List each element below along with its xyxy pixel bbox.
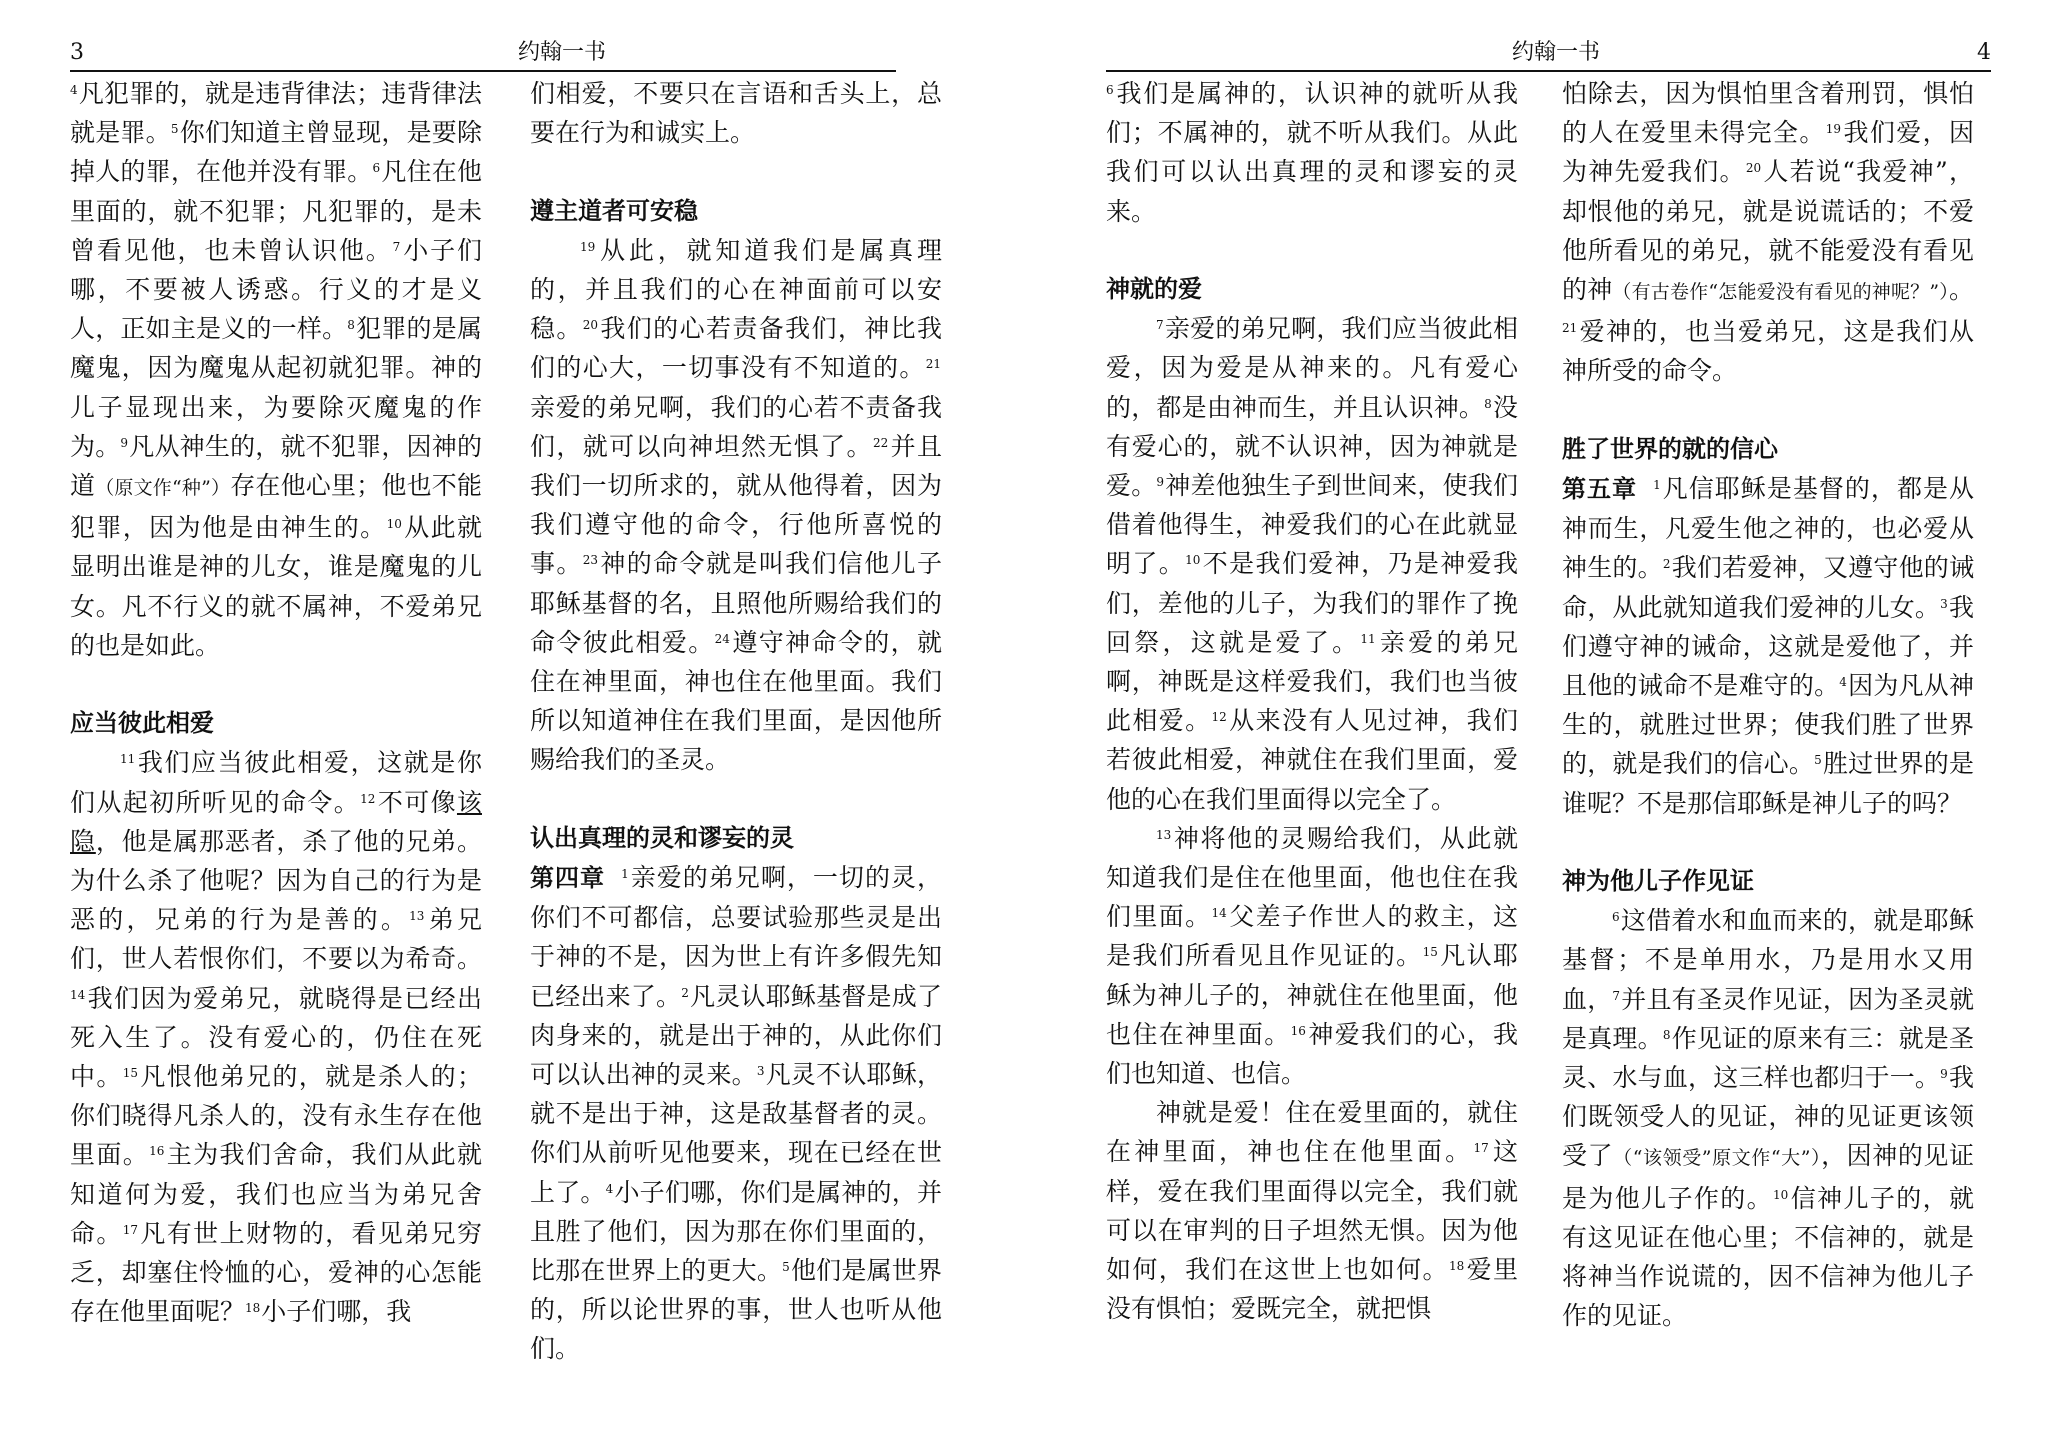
verse-text: 凡信耶稣是基督的，都是从神而生，凡爱生他之神的，也必爱从神生的。 <box>1562 474 1974 583</box>
verse-number: 9 <box>1156 475 1165 490</box>
verse-text: ，因神的见证是为他儿子作的。 <box>1562 1141 1974 1213</box>
verse-text: 这借着水和血而来的，就是耶稣基督；不是单用水，乃是用水又用血， <box>1562 906 1974 1014</box>
section-heading: 认出真理的灵和谬妄的灵 <box>530 823 794 852</box>
verse-text: 神将他的灵赐给我们，从此就知道我们是住在他里面，他也住在我们里面。 <box>1106 823 1518 932</box>
page-number-left: 3 <box>70 40 84 65</box>
verse-text: 凡犯罪的，就是违背律法；违背律法就是罪。 <box>70 79 482 148</box>
paragraph <box>1106 309 1518 819</box>
verse-number: 19 <box>580 239 596 254</box>
verse-number: 20 <box>1745 161 1762 176</box>
verse-text: 亲爱的弟兄啊，一切的灵，你们不可都信，总要试验那些灵是出于神的不是，因为世上有许多假先知已经出来了。 <box>530 863 942 1011</box>
verse-number: 11 <box>120 752 136 767</box>
column-3 <box>1106 74 1518 1328</box>
verse-text: 我们遵守神的诫命，这就是爱他了，并且他的诫命不是难守的。 <box>1562 592 1974 701</box>
paragraph <box>1562 901 1974 1335</box>
verse-text: 凡从神生的，就不犯罪，因神的道 <box>70 431 482 501</box>
verse-number: 14 <box>70 987 86 1002</box>
verse-text: 神差他独生子到世间来，使我们借着他得生，神爱我们的心在此就显明了。 <box>1106 471 1518 579</box>
section-heading: 神就的爱 <box>1106 275 1202 303</box>
footnote-inline: （“该领受”原文作“大”） <box>1613 1147 1822 1170</box>
verse-number: 21 <box>925 357 941 372</box>
verse-text: 从此，就知道我们是属真理的，并且我们的心在神面前可以安稳。 <box>530 235 942 344</box>
verse-number: 9 <box>1940 1067 1948 1082</box>
section-heading: 遵主道者可安稳 <box>530 196 698 225</box>
verse-text: 凡恨他弟兄的，就是杀人的；你们晓得凡杀人的，没有永生存在他里面。 <box>70 1062 482 1170</box>
verse-number: 13 <box>409 909 425 924</box>
verse-number: 8 <box>347 318 355 333</box>
paragraph <box>530 231 942 780</box>
verse-text: 神的命令就是叫我们信他儿子耶稣基督的名，且照他所赐给我们的命令彼此相爱。 <box>530 549 942 657</box>
verse-text: 没有爱心的，就不认识神，因为神就是爱。 <box>1106 392 1518 501</box>
verse-text: 们相爱，不要只在言语和舌头上，总要在行为和诚实上。 <box>530 79 942 148</box>
verse-text: 存在他心里；他也不能犯罪，因为他是由神生的。 <box>70 471 482 543</box>
paragraph <box>1106 1093 1518 1328</box>
verse-number: 8 <box>1484 396 1492 411</box>
column-1 <box>70 74 482 1331</box>
footnote-inline: （原文作“种”） <box>95 477 231 500</box>
verse-number: 10 <box>1773 1187 1789 1202</box>
running-head-right <box>1106 38 1991 72</box>
verse-number: 23 <box>582 553 599 568</box>
underlined-name: 该隐 <box>70 787 482 856</box>
running-head-left <box>70 38 896 72</box>
verse-text: 遵守神命令的，就住在神里面，神也住在他里面。我们所以知道神住在我们里面，是因他所赐给我们的圣灵。 <box>530 627 942 775</box>
verse-number: 3 <box>1940 596 1948 611</box>
verse-number: 19 <box>1825 122 1842 137</box>
verse-text: 父差子作世人的救主，这是我们所看见且作见证的。 <box>1106 902 1518 971</box>
verse-text: 小子们哪，你们是属神的，并且胜了他们，因为那在你们里面的，比那在世界上的更大。 <box>530 1177 942 1286</box>
verse-text: 胜过世界的是谁呢？不是那信耶稣是神儿子的吗？ <box>1562 749 1974 818</box>
verse-number: 5 <box>1814 753 1822 768</box>
section-heading: 神为他儿子作见证 <box>1562 867 1754 896</box>
verse-text: 你们知道主曾显现，是要除掉人的罪，在他并没有罪。 <box>70 118 482 187</box>
verse-text: 从来没有人见过神，我们若彼此相爱，神就住在我们里面，爱他的心在我们里面得以完全了。 <box>1106 706 1518 814</box>
paragraph <box>1106 819 1518 1093</box>
verse-number: 24 <box>714 631 730 646</box>
verse-text: 信神儿子的，就有这见证在他心里；不信神的，就是将神当作说谎的，因不信神为他儿子作的见证。 <box>1562 1183 1974 1331</box>
verse-number: 7 <box>392 239 401 254</box>
verse-text: 。 <box>1948 275 1974 305</box>
running-title-left: 约翰一书 <box>518 40 607 65</box>
verse-number: 2 <box>681 985 689 1000</box>
verse-number: 12 <box>1211 710 1227 725</box>
verse-number: 13 <box>1156 827 1172 842</box>
verse-text: 我们爱，因为神先爱我们。 <box>1562 118 1974 187</box>
verse-text: 犯罪的是属魔鬼，因为魔鬼从起初就犯罪。神的儿子显现出来，为要除灭魔鬼的作为。 <box>70 314 482 461</box>
verse-number: 4 <box>70 83 78 97</box>
verse-text: 凡有世上财物的，看见弟兄穷乏，却塞住怜恤的心，爱神的心怎能存在他里面呢？ <box>70 1218 482 1327</box>
verse-number: 6 <box>372 161 381 176</box>
verse-text: 并且有圣灵作见证，因为圣灵就是真理。 <box>1562 984 1974 1053</box>
paragraph <box>70 743 482 1331</box>
verse-number: 4 <box>605 1181 614 1196</box>
paragraph <box>1562 74 1974 391</box>
verse-text: 并且我们一切所求的，就从他得着，因为我们遵守他的命令，行他所喜悦的事。 <box>530 431 942 579</box>
verse-text: 凡住在他里面的，就不犯罪；凡犯罪的，是未曾看见他，也未曾认识他。 <box>70 157 482 265</box>
verse-text: 我们的心若责备我们，神比我们的心大，一切事没有不知道的。 <box>530 314 942 383</box>
chapter-label: 第四章 <box>530 864 606 893</box>
verse-text: 凡认耶稣为神儿子的，神就住在他里面，他也住在神里面。 <box>1106 941 1518 1049</box>
verse-text: 凡灵认耶稣基督是成了肉身来的，就是出于神的，从此你们可以认出神的灵来。 <box>530 981 942 1090</box>
verse-text: 弟兄们，世人若恨你们，不要以为希奇。 <box>70 905 482 974</box>
verse-text: 不是我们爱神，乃是神爱我们，差他的儿子，为我们的罪作了挽回祭，这就是爱了。 <box>1106 549 1518 657</box>
verse-number: 8 <box>1662 1027 1671 1042</box>
verse-text: 从此就显明出谁是神的儿女，谁是魔鬼的儿女。凡不行义的就不属神，不爱弟兄的也是如此。 <box>70 513 482 660</box>
verse-number: 2 <box>1662 557 1671 572</box>
verse-number: 15 <box>122 1066 139 1081</box>
verse-number: 22 <box>872 435 889 450</box>
verse-number: 15 <box>1422 945 1438 960</box>
paragraph <box>1562 469 1974 823</box>
verse-text: 神就是爱！住在爱里面的，就住在神里面，神也住在他里面。 <box>1106 1098 1518 1167</box>
verse-number: 12 <box>360 791 376 806</box>
verse-text: 我们既领受人的见证，神的见证更该领受了 <box>1562 1063 1974 1171</box>
verse-text: 凡灵不认耶稣，就不是出于神，这是敌基督者的灵。你们从前听见他要来，现在已经在世上了。 <box>530 1060 942 1207</box>
verse-number: 9 <box>120 435 129 450</box>
verse-text: 怕除去，因为惧怕里含着刑罚，惧怕的人在爱里未得完全。 <box>1562 79 1974 148</box>
section-heading: 胜了世界的就的信心 <box>1562 434 1778 463</box>
verse-text: 爱神的，也当爱弟兄，这是我们从神所受的命令。 <box>1562 317 1974 386</box>
verse-number: 17 <box>122 1222 139 1237</box>
right-page <box>1024 0 2048 1447</box>
verse-text: 这样，爱在我们里面得以完全，我们就可以在审判的日子坦然无惧。因为他如何，我们在这世上也如何。 <box>1106 1137 1518 1285</box>
verse-text: 人若说“我爱神”，却恨他的弟兄，就是说谎话的；不爱他所看见的弟兄，就不能爱没有看见的神 <box>1562 157 1974 305</box>
verse-number: 4 <box>1839 675 1847 690</box>
verse-number: 10 <box>386 517 402 532</box>
verse-number: 1 <box>1653 478 1661 493</box>
column-4 <box>1562 74 1974 1335</box>
verse-number: 6 <box>1612 910 1620 925</box>
running-title-right: 约翰一书 <box>1512 40 1601 65</box>
verse-number: 17 <box>1473 1141 1489 1156</box>
verse-number: 14 <box>1211 906 1227 921</box>
verse-number: 6 <box>1106 83 1114 97</box>
verse-text: 亲爱的弟兄啊，神既是这样爱我们，我们也当彼此相爱。 <box>1106 627 1518 736</box>
chapter-label: 第五章 <box>1562 475 1638 504</box>
paragraph <box>1106 74 1518 231</box>
verse-text: 爱里没有惧怕；爱既完全，就把惧 <box>1106 1255 1518 1324</box>
verse-number: 11 <box>1360 631 1376 646</box>
verse-text: 主为我们舍命，我们从此就知道何为爱，我们也应当为弟兄舍命。 <box>70 1140 482 1248</box>
verse-number: 18 <box>245 1301 261 1316</box>
verse-number: 5 <box>170 122 179 137</box>
verse-number: 21 <box>1562 321 1578 336</box>
paragraph <box>70 74 482 665</box>
verse-number: 16 <box>1290 1023 1306 1038</box>
column-2 <box>530 74 942 1369</box>
verse-text: 作见证的原来有三：就是圣灵、水与血，这三样也都归于一。 <box>1562 1023 1974 1093</box>
verse-number: 7 <box>1156 318 1164 333</box>
verse-text: 他们是属世界的，所以论世界的事，世人也听从他们。 <box>530 1256 942 1364</box>
verse-number: 3 <box>756 1064 765 1079</box>
paragraph <box>530 858 942 1369</box>
page-number-right: 4 <box>1977 40 1991 65</box>
verse-number: 1 <box>621 867 629 882</box>
verse-text: 小子们哪，不要被人诱惑。行义的才是义人，正如主是义的一样。 <box>70 235 482 344</box>
verse-text: 神爱我们的心，我们也知道、也信。 <box>1106 1019 1518 1089</box>
verse-number: 10 <box>1185 553 1201 568</box>
verse-text: 我们因为爱弟兄，就晓得是已经出死入生了。没有爱心的，仍住在死中。 <box>70 983 482 1092</box>
verse-number: 20 <box>582 318 599 333</box>
verse-text: 亲爱的弟兄啊，我们的心若不责备我们，就可以向神坦然无惧了。 <box>530 392 942 461</box>
verse-text: 我们若爱神，又遵守他的诫命，从此就知道我们爱神的儿女。 <box>1562 553 1974 622</box>
verse-number: 18 <box>1448 1259 1465 1274</box>
verse-number: 5 <box>782 1260 790 1275</box>
verse-text: 因为凡从神生的，就胜过世界；使我们胜了世界的，就是我们的信心。 <box>1562 671 1974 779</box>
verse-text: 我们是属神的，认识神的就听从我们；不属神的，就不听从我们。从此我们可以认出真理的灵和谬妄的灵来。 <box>1106 79 1518 226</box>
verse-number: 7 <box>1612 988 1621 1003</box>
verse-text: 不可像 <box>376 787 457 817</box>
verse-number: 16 <box>149 1144 165 1159</box>
section-heading: 应当彼此相爱 <box>70 709 214 738</box>
verse-text: ，他是属那恶者，杀了他的兄弟。为什么杀了他呢？因为自己的行为是恶的，兄弟的行为是善的。 <box>70 826 482 935</box>
verse-text: 小子们哪，我 <box>261 1297 412 1327</box>
paragraph <box>530 74 942 152</box>
footnote-inline: （有古卷作“怎能爱没有看见的神呢？”） <box>1612 281 1949 304</box>
verse-text: 我们应当彼此相爱，这就是你们从起初所听见的命令。 <box>70 748 482 817</box>
verse-text: 亲爱的弟兄啊，我们应当彼此相爱，因为爱是从神来的。凡有爱心的，都是由神而生，并且认识神。 <box>1106 314 1518 422</box>
